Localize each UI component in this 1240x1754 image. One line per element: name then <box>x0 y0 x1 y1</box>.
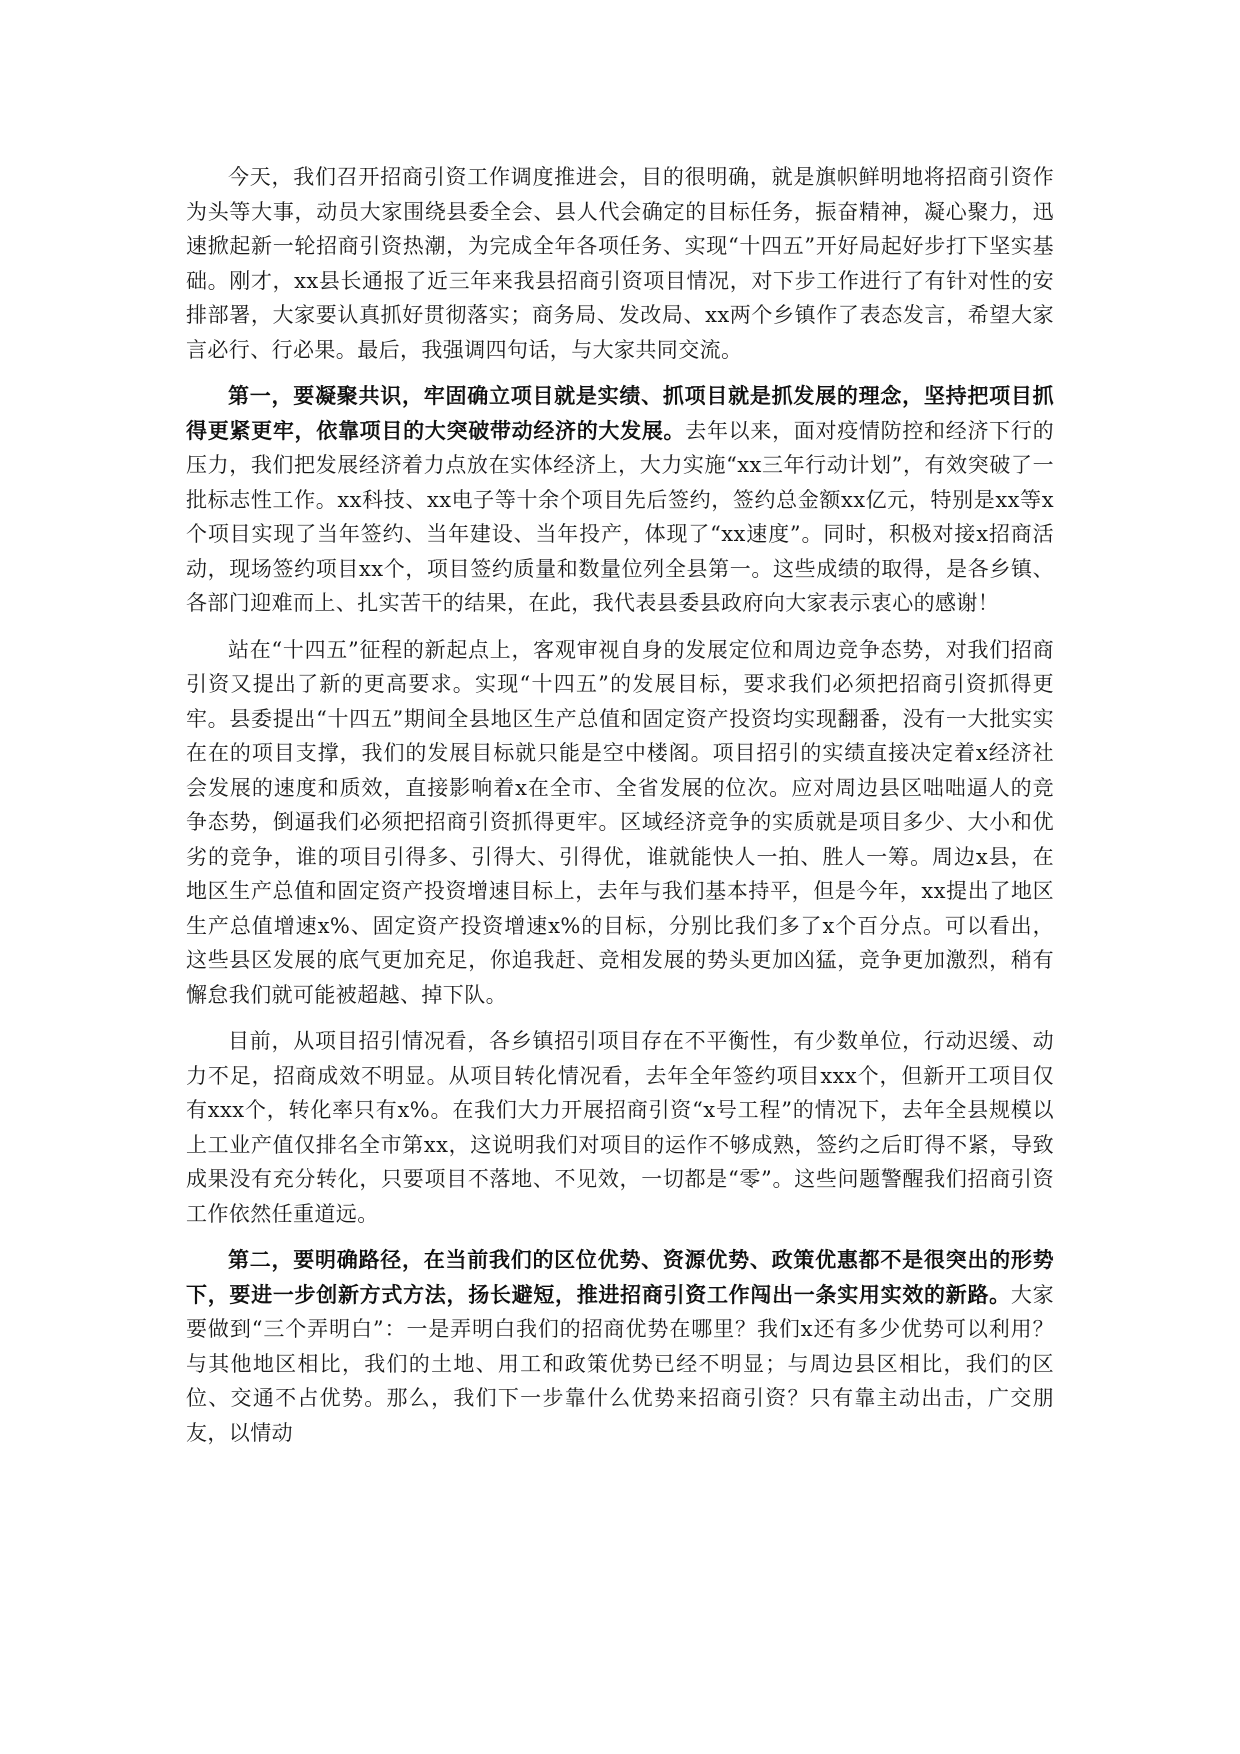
paragraph-text: 目前，从项目招引情况看，各乡镇招引项目存在不平衡性，有少数单位，行动迟缓、动力不足，招商成效不明显。从项目转化情况看，去年全年签约项目xxx个，但新开工项目仅有xxx个，转化率只有x%。在我们大力开展招商引资“x号工程”的情况下，去年全县规模以上工业产值仅排名全市第xx，这说明我们对项目的运作不够成熟，签约之后盯得不紧，导致成果没有充分转化，只要项目不落地、不见效，一切都是“零”。这些问题警醒我们招商引资工作依然任重道远。 <box>186 1029 1054 1226</box>
document-body <box>186 160 1054 1462</box>
paragraph-text: 今天，我们召开招商引资工作调度推进会，目的很明确，就是旗帜鲜明地将招商引资作为头等大事，动员大家围绕县委全会、县人代会确定的目标任务，振奋精神，凝心聚力，迅速掀起新一轮招商引资热潮，为完成全年各项任务、实现“十四五”开好局起好步打下坚实基础。刚才，xx县长通报了近三年来我县招商引资项目情况，对下步工作进行了有针对性的安排部署，大家要认真抓好贯彻落实；商务局、发改局、xx两个乡镇作了表态发言，希望大家言必行、行必果。最后，我强调四句话，与大家共同交流。 <box>186 165 1054 362</box>
paragraph-text: 去年以来，面对疫情防控和经济下行的压力，我们把发展经济着力点放在实体经济上，大力实施“xx三年行动计划”，有效突破了一批标志性工作。xx科技、xx电子等十余个项目先后签约，签约总金额xx亿元，特别是xx等x个项目实现了当年签约、当年建设、当年投产，体现了“xx速度”。同时，积极对接x招商活动，现场签约项目xx个，项目签约质量和数量位列全县第一。这些成绩的取得，是各乡镇、各部门迎难而上、扎实苦干的结果，在此，我代表县委县政府向大家表示衷心的感谢！ <box>186 418 1054 615</box>
paragraph-bold-lead: 第一，要凝聚共识，牢固确立项目就是实绩、抓项目就是抓发展的理念，坚持把项目抓得更紧更牢，依靠项目的大突破带动经济的大发展。 <box>186 383 1054 443</box>
paragraph-opening <box>186 160 1054 367</box>
paragraph-text: 大家要做到“三个弄明白”：一是弄明白我们的招商优势在哪里？我们x还有多少优势可以利用？与其他地区相比，我们的土地、用工和政策优势已经不明显；与周边县区相比，我们的区位、交通不占优势。那么，我们下一步靠什么优势来招商引资？只有靠主动出击，广交朋友，以情动 <box>186 1282 1054 1445</box>
paragraph-bold-lead: 第二，要明确路径，在当前我们的区位优势、资源优势、政策优惠都不是很突出的形势下，要进一步创新方式方法，扬长避短，推进招商引资工作闯出一条实用实效的新路。 <box>186 1247 1054 1307</box>
paragraph-text: 站在“十四五”征程的新起点上，客观审视自身的发展定位和周边竞争态势，对我们招商引资又提出了新的更高要求。实现“十四五”的发展目标，要求我们必须把招商引资抓得更牢。县委提出“十四五”期间全县地区生产总值和固定资产投资均实现翻番，没有一大批实实在在的项目支撑，我们的发展目标就只能是空中楼阁。项目招引的实绩直接决定着x经济社会发展的速度和质效，直接影响着x在全市、全省发展的位次。应对周边县区咄咄逼人的竞争态势，倒逼我们必须把招商引资抓得更牢。区域经济竞争的实质就是项目多少、大小和优劣的竞争，谁的项目引得多、引得大、引得优，谁就能快人一拍、胜人一筹。周边x县，在地区生产总值和固定资产投资增速目标上，去年与我们基本持平，但是今年，xx提出了地区生产总值增速x%、固定资产投资增速x%的目标，分别比我们多了x个百分点。可以看出，这些县区发展的底气更加充足，你追我赶、竞相发展的势头更加凶猛，竞争更加激烈，稍有懈怠我们就可能被超越、掉下队。 <box>186 637 1054 1007</box>
paragraph-point-two <box>186 1243 1054 1450</box>
paragraph-current-status <box>186 1024 1054 1231</box>
paragraph-fourteenth-five-year <box>186 633 1054 1013</box>
paragraph-point-one <box>186 379 1054 621</box>
